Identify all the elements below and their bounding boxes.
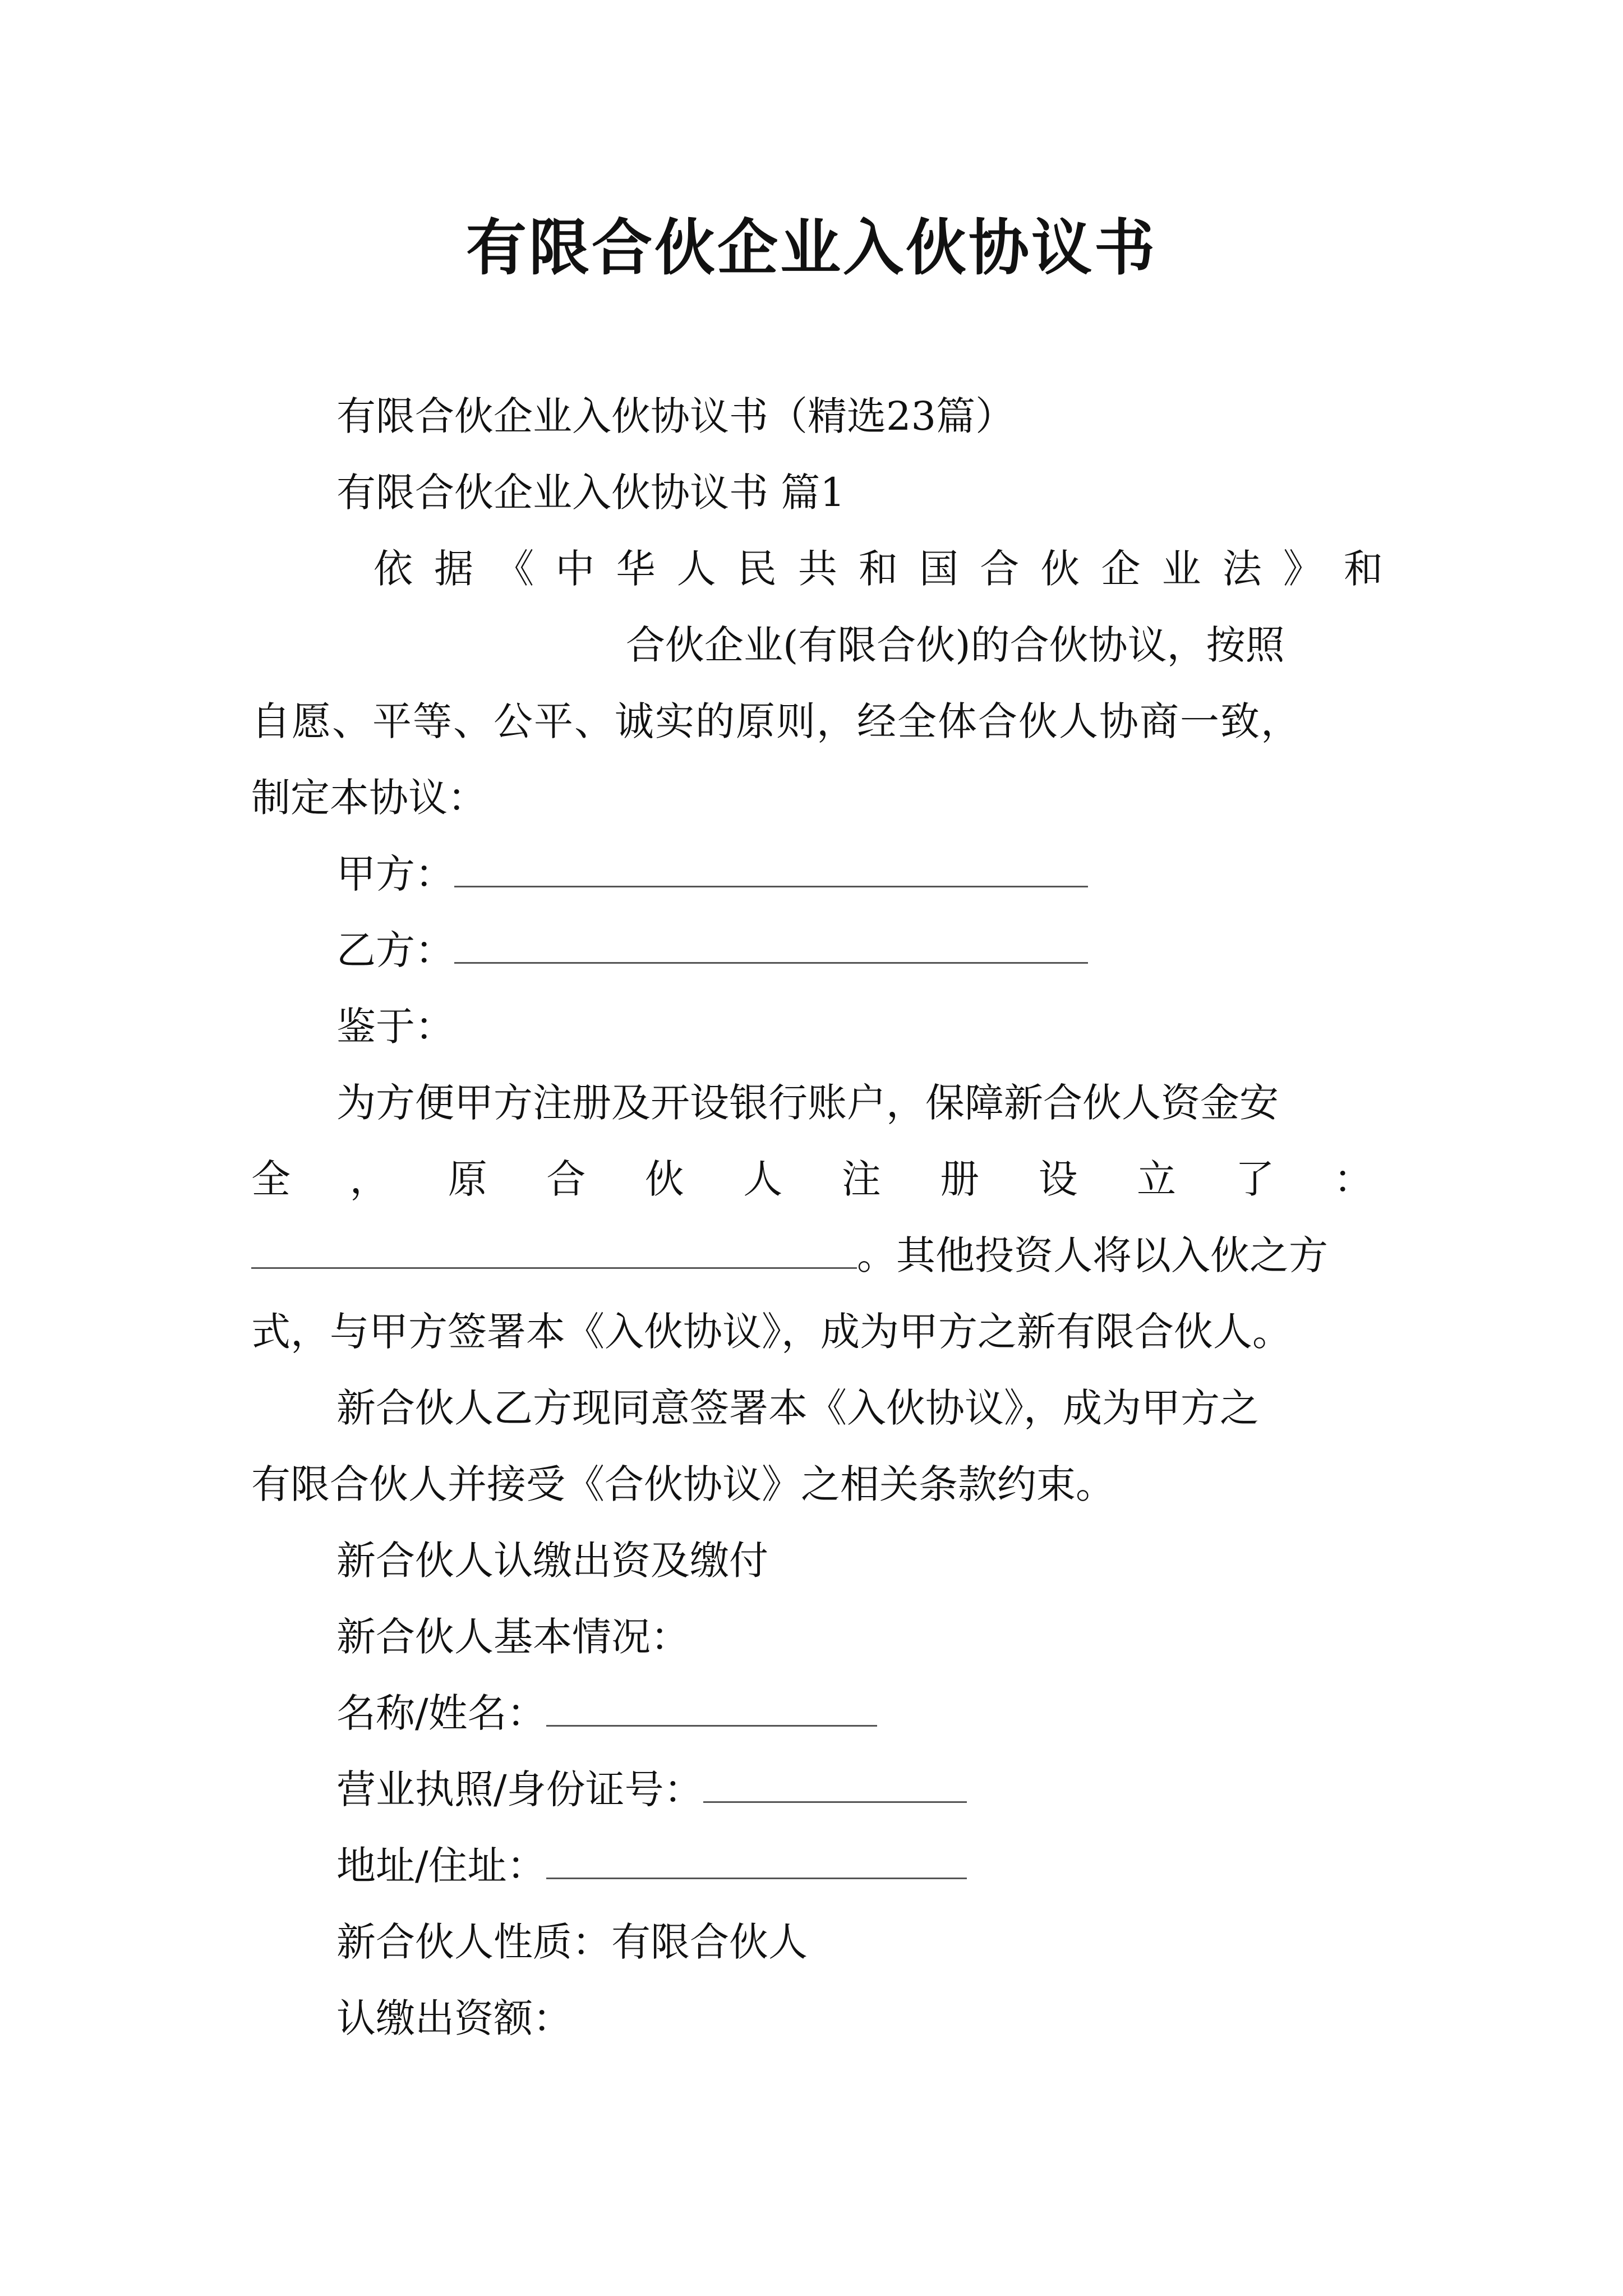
paragraph-1-line-2-char: 注 — [841, 1156, 881, 1202]
paragraph-1-line-2-char: 设 — [1038, 1156, 1078, 1202]
paragraph-1-line-2-char: 人 — [743, 1156, 783, 1202]
paragraph-1-line-2-char: 全 — [251, 1156, 291, 1202]
intro-line-1-char: 共 — [797, 546, 837, 592]
intro-line-1-char: 和 — [1344, 546, 1383, 592]
intro-line-1-char: 》 — [1283, 546, 1322, 592]
address-label: 地址/住址： — [336, 1843, 546, 1889]
party-b-blank — [454, 927, 1088, 964]
intro-line-1-char: 国 — [919, 546, 959, 592]
party-a-row — [336, 846, 1088, 902]
paragraph-1-line-2-char: 立 — [1137, 1156, 1177, 1202]
paragraph-1-line-2-char: 合 — [546, 1156, 586, 1202]
intro-line-1-char: 《 — [495, 546, 534, 592]
intro-line-1-char: 伙 — [1040, 546, 1080, 592]
license-row — [336, 1761, 967, 1818]
party-b-label: 乙方： — [336, 927, 454, 973]
paragraph-1-line-1: 为方便甲方注册及开设银行账户，保障新合伙人资金安 — [336, 1080, 1279, 1126]
intro-line-1-char: 中 — [555, 546, 595, 592]
intro-line-1-char: 民 — [737, 546, 777, 592]
intro-line-1 — [374, 541, 1383, 597]
subtitle: 有限合伙企业入伙协议书（精选23篇） — [336, 393, 1015, 439]
paragraph-1-line-2-char: ： — [1333, 1156, 1373, 1202]
paragraph-2-line-2: 有限合伙人并接受《合伙协议》之相关条款约束。 — [251, 1461, 1115, 1507]
intro-line-3: 自愿、平等、公平、诚实的原则，经全体合伙人协商一致， — [251, 698, 1301, 744]
intro-line-4: 制定本协议： — [251, 775, 487, 821]
intro-line-1-char: 业 — [1161, 546, 1201, 592]
basic-info-heading: 新合伙人基本情况： — [336, 1614, 690, 1660]
name-label: 名称/姓名： — [336, 1690, 546, 1736]
intro-line-1-char: 依 — [374, 546, 413, 592]
party-a-label: 甲方： — [336, 851, 454, 897]
paragraph-1-line-2-char: 原 — [448, 1156, 487, 1202]
intro-line-1-char: 合 — [980, 546, 1020, 592]
paragraph-1-line-2 — [251, 1151, 1373, 1207]
paragraph-1-line-2-char: 册 — [940, 1156, 980, 1202]
section-heading: 有限合伙企业入伙协议书 篇1 — [336, 470, 845, 516]
name-blank — [546, 1690, 877, 1727]
name-row — [336, 1685, 877, 1741]
paragraph-1-line-2-char: 伙 — [644, 1156, 684, 1202]
intro-line-1-char: 法 — [1222, 546, 1262, 592]
paragraph-2-line-1: 新合伙人乙方现同意签署本《入伙协议》，成为甲方之 — [336, 1385, 1259, 1431]
paragraph-1-line-2-char: 了 — [1235, 1156, 1275, 1202]
amount-label: 认缴出资额： — [336, 1995, 572, 2041]
contribution-heading: 新合伙人认缴出资及缴付 — [336, 1538, 768, 1584]
address-blank — [546, 1843, 967, 1879]
document-title: 有限合伙企业入伙协议书 — [465, 213, 1157, 283]
paragraph-1-line-4: 式，与甲方签署本《入伙协议》，成为甲方之新有限合伙人。 — [251, 1309, 1292, 1355]
paragraph-1-line-3 — [251, 1227, 1328, 1283]
party-b-row — [336, 922, 1088, 978]
intro-line-2: 合伙企业(有限合伙)的合伙协议，按照 — [626, 622, 1285, 668]
license-label: 营业执照/身份证号： — [336, 1766, 703, 1812]
intro-line-1-char: 人 — [676, 546, 716, 592]
intro-line-1-char: 和 — [859, 546, 898, 592]
nature-line: 新合伙人性质：有限合伙人 — [336, 1919, 808, 1965]
intro-line-1-char: 华 — [616, 546, 656, 592]
intro-line-1-char: 据 — [434, 546, 474, 592]
party-a-blank — [454, 851, 1088, 887]
intro-line-1-char: 企 — [1101, 546, 1141, 592]
registered-entity-blank — [251, 1232, 857, 1269]
paragraph-1-line-3-text: 。其他投资人将以入伙之方 — [857, 1232, 1328, 1278]
address-row — [336, 1838, 967, 1894]
whereas-label: 鉴于： — [336, 1004, 454, 1050]
license-blank — [703, 1766, 967, 1803]
paragraph-1-line-2-char: ， — [349, 1156, 389, 1202]
